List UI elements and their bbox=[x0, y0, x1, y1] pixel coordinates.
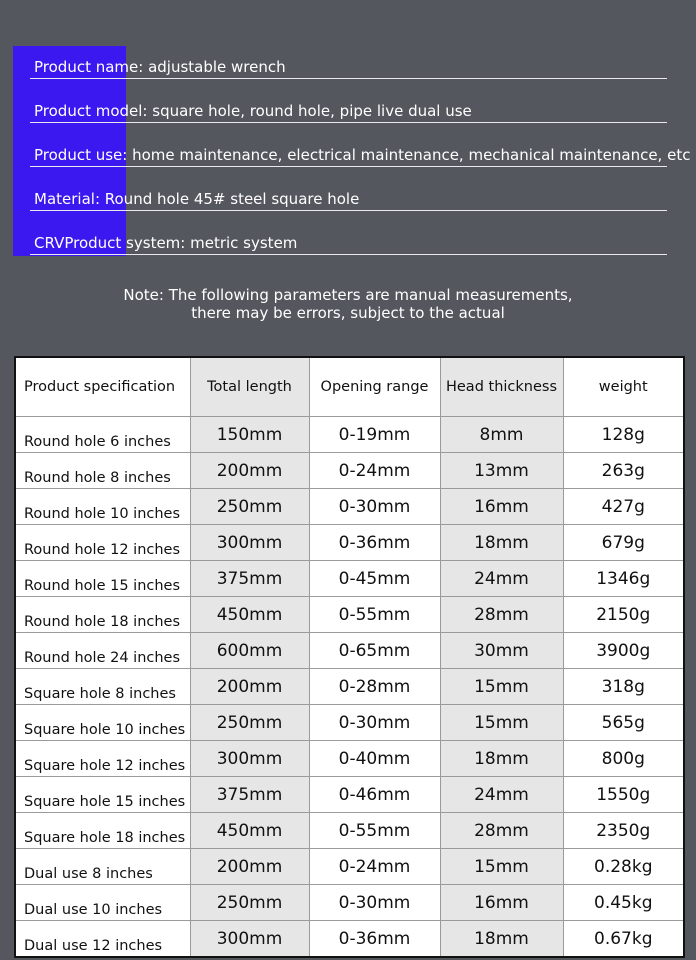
table-row bbox=[15, 777, 684, 813]
cell-opening-range: 0-30mm bbox=[309, 705, 440, 741]
cell-opening-range: 0-28mm bbox=[309, 669, 440, 705]
cell-opening-range: 0-55mm bbox=[309, 813, 440, 849]
cell-head-thickness: 15mm bbox=[440, 849, 563, 885]
measurement-note bbox=[0, 286, 696, 322]
cell-weight: 1550g bbox=[563, 777, 684, 813]
cell-total-length: 375mm bbox=[190, 561, 309, 597]
cell-weight: 0.28kg bbox=[563, 849, 684, 885]
cell-total-length: 250mm bbox=[190, 489, 309, 525]
table-row bbox=[15, 561, 684, 597]
cell-weight: 427g bbox=[563, 489, 684, 525]
cell-opening-range: 0-36mm bbox=[309, 921, 440, 958]
cell-total-length: 250mm bbox=[190, 885, 309, 921]
cell-total-length: 375mm bbox=[190, 777, 309, 813]
table-row bbox=[15, 849, 684, 885]
cell-head-thickness: 30mm bbox=[440, 633, 563, 669]
header-opening-range: Opening range bbox=[309, 357, 440, 417]
cell-opening-range: 0-30mm bbox=[309, 489, 440, 525]
table-row bbox=[15, 669, 684, 705]
cell-head-thickness: 24mm bbox=[440, 777, 563, 813]
cell-head-thickness: 24mm bbox=[440, 561, 563, 597]
cell-spec-name: Dual use 12 inches bbox=[15, 921, 190, 958]
cell-head-thickness: 15mm bbox=[440, 669, 563, 705]
cell-opening-range: 0-24mm bbox=[309, 849, 440, 885]
cell-head-thickness: 28mm bbox=[440, 813, 563, 849]
table-row bbox=[15, 921, 684, 958]
cell-spec-name: Dual use 10 inches bbox=[15, 885, 190, 921]
header-head-thickness: Head thickness bbox=[440, 357, 563, 417]
header-total-length: Total length bbox=[190, 357, 309, 417]
cell-total-length: 300mm bbox=[190, 921, 309, 958]
cell-total-length: 250mm bbox=[190, 705, 309, 741]
table-row bbox=[15, 417, 684, 453]
table-row bbox=[15, 525, 684, 561]
cell-head-thickness: 15mm bbox=[440, 705, 563, 741]
cell-weight: 318g bbox=[563, 669, 684, 705]
table-body bbox=[15, 417, 684, 958]
table-row bbox=[15, 489, 684, 525]
cell-total-length: 150mm bbox=[190, 417, 309, 453]
cell-weight: 263g bbox=[563, 453, 684, 489]
cell-spec-name: Round hole 24 inches bbox=[15, 633, 190, 669]
cell-spec-name: Square hole 12 inches bbox=[15, 741, 190, 777]
cell-spec-name: Square hole 8 inches bbox=[15, 669, 190, 705]
table-row bbox=[15, 633, 684, 669]
cell-spec-name: Round hole 8 inches bbox=[15, 453, 190, 489]
cell-opening-range: 0-45mm bbox=[309, 561, 440, 597]
cell-total-length: 200mm bbox=[190, 669, 309, 705]
cell-weight: 3900g bbox=[563, 633, 684, 669]
cell-weight: 0.45kg bbox=[563, 885, 684, 921]
cell-head-thickness: 18mm bbox=[440, 741, 563, 777]
cell-weight: 128g bbox=[563, 417, 684, 453]
cell-head-thickness: 18mm bbox=[440, 921, 563, 958]
cell-weight: 1346g bbox=[563, 561, 684, 597]
cell-spec-name: Round hole 18 inches bbox=[15, 597, 190, 633]
cell-spec-name: Square hole 15 inches bbox=[15, 777, 190, 813]
cell-total-length: 300mm bbox=[190, 741, 309, 777]
cell-weight: 0.67kg bbox=[563, 921, 684, 958]
cell-weight: 2150g bbox=[563, 597, 684, 633]
cell-weight: 800g bbox=[563, 741, 684, 777]
header-weight: weight bbox=[563, 357, 684, 417]
cell-opening-range: 0-46mm bbox=[309, 777, 440, 813]
cell-opening-range: 0-30mm bbox=[309, 885, 440, 921]
cell-total-length: 300mm bbox=[190, 525, 309, 561]
note-line-2: there may be errors, subject to the actual bbox=[191, 304, 505, 322]
table-row bbox=[15, 453, 684, 489]
cell-spec-name: Square hole 10 inches bbox=[15, 705, 190, 741]
cell-weight: 679g bbox=[563, 525, 684, 561]
info-product-name: Product name: adjustable wrench bbox=[30, 57, 667, 79]
cell-weight: 565g bbox=[563, 705, 684, 741]
table-header-row bbox=[15, 357, 684, 417]
cell-spec-name: Round hole 12 inches bbox=[15, 525, 190, 561]
cell-head-thickness: 13mm bbox=[440, 453, 563, 489]
cell-head-thickness: 16mm bbox=[440, 885, 563, 921]
cell-total-length: 200mm bbox=[190, 849, 309, 885]
cell-total-length: 450mm bbox=[190, 813, 309, 849]
cell-spec-name: Square hole 18 inches bbox=[15, 813, 190, 849]
cell-total-length: 200mm bbox=[190, 453, 309, 489]
cell-opening-range: 0-40mm bbox=[309, 741, 440, 777]
cell-spec-name: Round hole 6 inches bbox=[15, 417, 190, 453]
cell-opening-range: 0-19mm bbox=[309, 417, 440, 453]
info-system: CRVProduct system: metric system bbox=[30, 233, 667, 255]
cell-opening-range: 0-65mm bbox=[309, 633, 440, 669]
info-product-use: Product use: home maintenance, electrical maintenance, mechanical maintenance, etc bbox=[30, 145, 667, 167]
cell-opening-range: 0-55mm bbox=[309, 597, 440, 633]
spec-table bbox=[14, 356, 685, 958]
cell-opening-range: 0-36mm bbox=[309, 525, 440, 561]
info-material: Material: Round hole 45# steel square hole bbox=[30, 189, 667, 211]
cell-head-thickness: 18mm bbox=[440, 525, 563, 561]
cell-opening-range: 0-24mm bbox=[309, 453, 440, 489]
cell-head-thickness: 28mm bbox=[440, 597, 563, 633]
table-row bbox=[15, 705, 684, 741]
cell-spec-name: Dual use 8 inches bbox=[15, 849, 190, 885]
table-row bbox=[15, 741, 684, 777]
cell-spec-name: Round hole 15 inches bbox=[15, 561, 190, 597]
table-row bbox=[15, 885, 684, 921]
table-row bbox=[15, 597, 684, 633]
header-product-specification: Product specification bbox=[15, 357, 190, 417]
cell-head-thickness: 16mm bbox=[440, 489, 563, 525]
cell-spec-name: Round hole 10 inches bbox=[15, 489, 190, 525]
cell-weight: 2350g bbox=[563, 813, 684, 849]
cell-total-length: 450mm bbox=[190, 597, 309, 633]
table-row bbox=[15, 813, 684, 849]
cell-head-thickness: 8mm bbox=[440, 417, 563, 453]
info-product-model: Product model: square hole, round hole, pipe live dual use bbox=[30, 101, 667, 123]
cell-total-length: 600mm bbox=[190, 633, 309, 669]
note-line-1: Note: The following parameters are manual measurements, bbox=[123, 286, 573, 304]
